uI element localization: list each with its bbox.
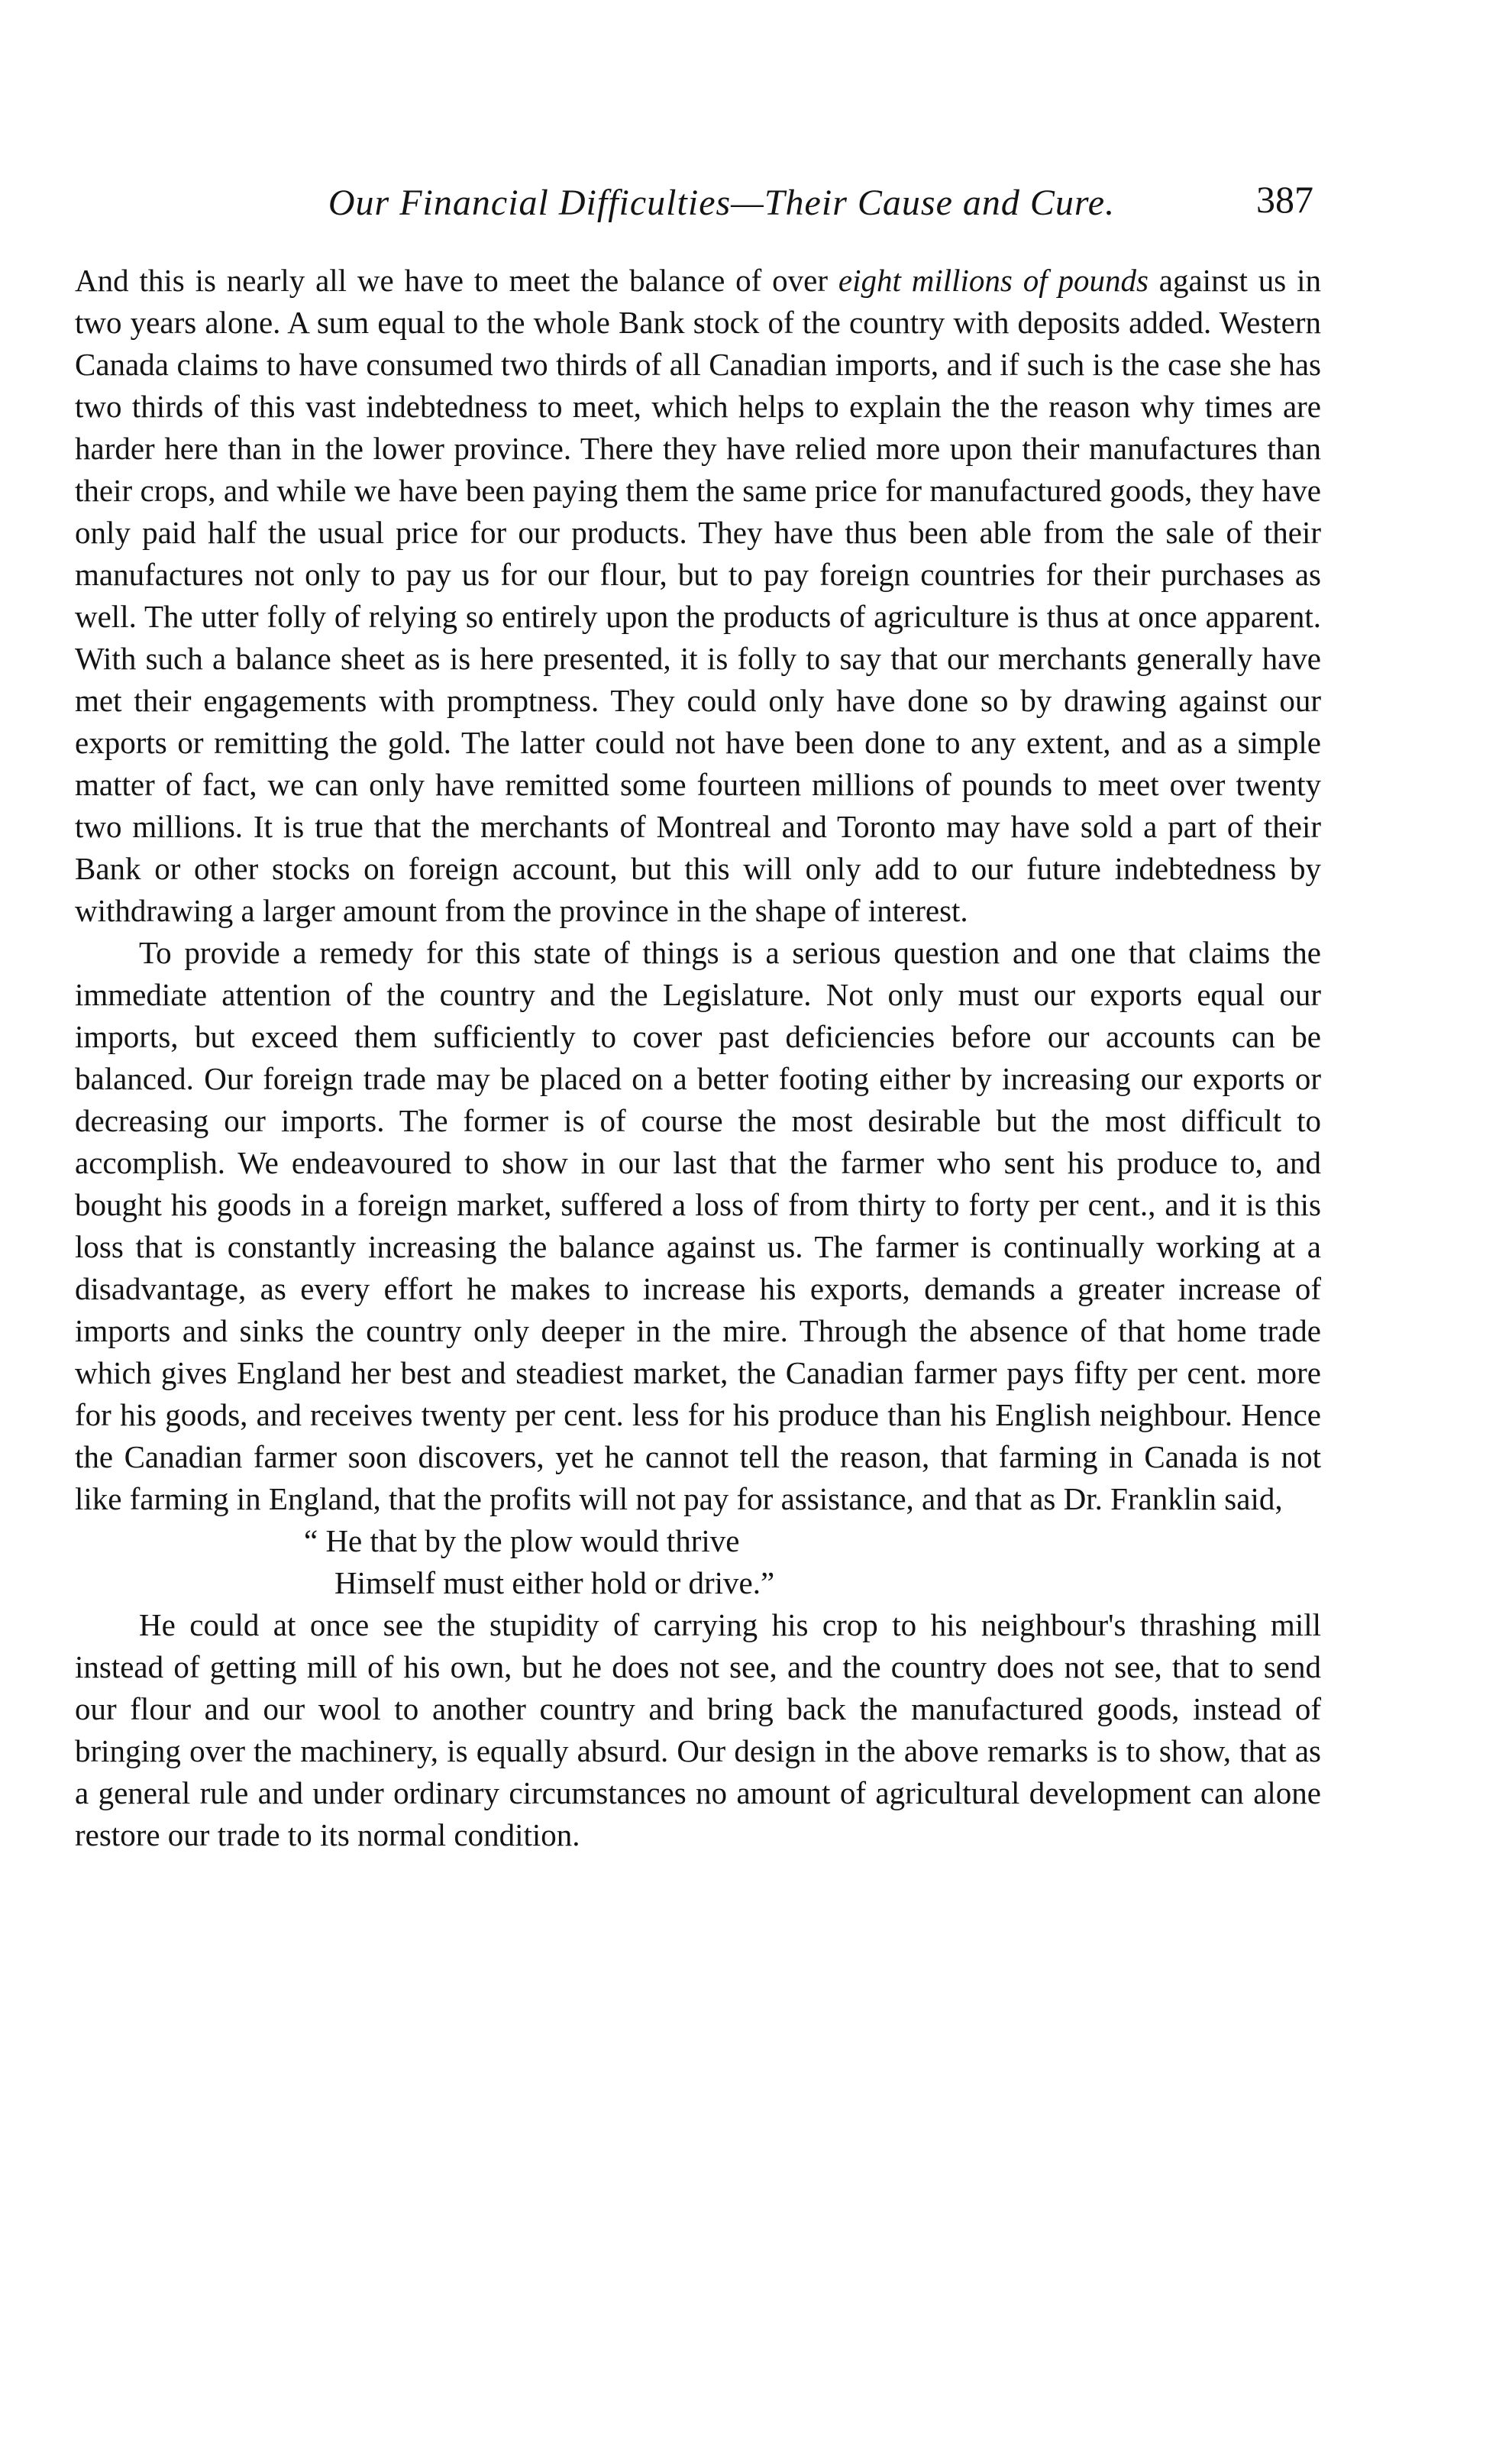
paragraph-2: To provide a remedy for this state of things is a serious question and one that claims the immediate attention of the country and the Legislature. Not only must our exports equal our imports, but exceed them sufficiently to cover past deficiencies before our accounts can be balanced. Our foreign trade may be placed on a better footing either by increasing our exports or decreasing our imports. The former is of course the most desirable but the most difficult to accomplish. We endeavoured to show in our last that the farmer who sent his produce to, and bought his goods in a foreign market, suffered a loss of from thirty to forty per cent., and it is this loss that is constantly increasing the balance against us. The farmer is continually working at a disadvantage, as every effort he makes to increase his exports, demands a greater increase of imports and sinks the country only deeper in the mire. Through the absence of that home trade which gives England her best and steadiest market, the Canadian farmer pays fifty per cent. more for his goods, and receives twenty per cent. less for his produce than his English neighbour. Hence the Canadian farmer soon discovers, yet he cannot tell the reason, that farming in Canada is not like farming in England, that the profits will not pay for assistance, and that as Dr. Franklin said, [75,935,1321,1516]
paragraph-1-italic-phrase: eight millions of pounds [838,263,1149,298]
running-head: Our Financial Difficulties—Their Cause and Cure. [328,183,1116,223]
verse-line-1: “ He that by the plow would thrive [304,1523,740,1558]
paragraph-1 [75,260,1321,932]
verse-line-2: Himself must either hold or drive.” [334,1565,775,1600]
paragraph-1-text-a: And this is nearly all we have to meet the balance of over [75,263,838,298]
paragraph-1-text-b: against us in two years alone. A sum equal to the whole Bank stock of the country with deposits added. Western Canada claims to have consumed two thirds of all Canadian imports, and if such is the case she has two thirds of this vast indebtedness to meet, which helps to explain the the reason why times are harder here than in the lower province. There they have relied more upon their manufactures than their crops, and while we have been paying them the same price for manufactured goods, they have only paid half the usual price for our products. They have thus been able from the sale of their manufactures not only to pay us for our flour, but to pay foreign countries for their purchases as well. The utter folly of relying so entirely upon the products of agriculture is thus at once apparent. With such a balance sheet as is here presented, it is folly to say that our merchants generally have met their engagements with promptness. They could only have done so by drawing against our exports or remitting the gold. The latter could not have been done to any extent, and as a simple matter of fact, we can only have remitted some fourteen millions of pounds to meet over twenty two millions. It is true that the merchants of Montreal and Toronto may have sold a part of their Bank or other stocks on foreign account, but this will only add to our future indebtedness by withdrawing a larger amount from the province in the shape of interest. [75,263,1321,928]
page-header [229,178,1313,235]
paragraph-3: He could at once see the stupidity of carrying his crop to his neighbour's thrashing mill instead of getting mill of his own, but he does not see, and the country does not see, that to send our flour and our wool to another country and bring back the manufactured goods, instead of bringing over the machinery, is equally absurd. Our design in the above remarks is to show, that as a general rule and under ordinary circumstances no amount of agricultural development can alone restore our trade to its normal condition. [75,1607,1321,1852]
verse-quote [75,1520,1321,1604]
body-text [75,260,1321,1856]
page-number: 387 [1256,178,1313,221]
